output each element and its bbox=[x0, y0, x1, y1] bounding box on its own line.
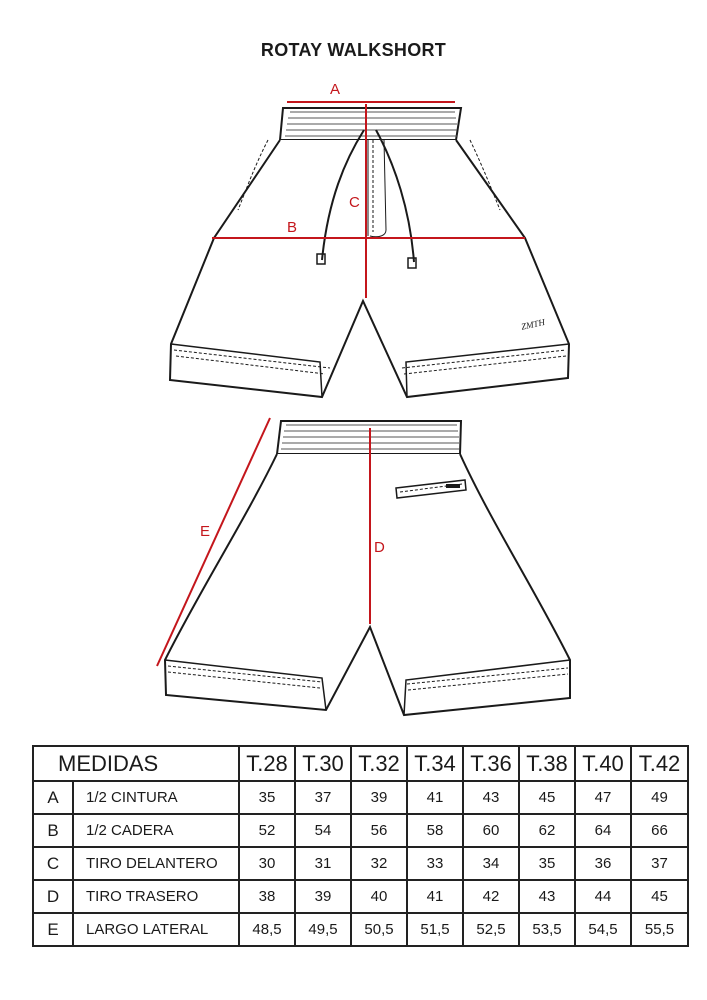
measure-value: 45 bbox=[631, 880, 688, 913]
table-row bbox=[33, 781, 688, 814]
measure-value: 34 bbox=[463, 847, 519, 880]
label-b: B bbox=[287, 219, 298, 236]
brand-logo: ZMTH bbox=[520, 316, 546, 332]
size-header: T.28 bbox=[239, 746, 295, 781]
measure-value: 44 bbox=[575, 880, 631, 913]
measure-name: TIRO DELANTERO bbox=[73, 847, 239, 880]
row-letter: A bbox=[33, 781, 73, 814]
measure-value: 42 bbox=[463, 880, 519, 913]
measure-value: 45 bbox=[519, 781, 575, 814]
measure-value: 62 bbox=[519, 814, 575, 847]
label-c: C bbox=[349, 194, 360, 211]
measure-value: 54,5 bbox=[575, 913, 631, 946]
measure-value: 48,5 bbox=[239, 913, 295, 946]
measure-value: 53,5 bbox=[519, 913, 575, 946]
measure-value: 33 bbox=[407, 847, 463, 880]
measure-value: 51,5 bbox=[407, 913, 463, 946]
label-a: A bbox=[330, 81, 341, 98]
measure-value: 49 bbox=[631, 781, 688, 814]
measure-value: 47 bbox=[575, 781, 631, 814]
table-row bbox=[33, 880, 688, 913]
measure-value: 31 bbox=[295, 847, 351, 880]
page-title: ROTAY WALKSHORT bbox=[260, 40, 447, 60]
measure-value: 37 bbox=[295, 781, 351, 814]
measure-value: 35 bbox=[519, 847, 575, 880]
size-header: T.34 bbox=[407, 746, 463, 781]
measure-value: 66 bbox=[631, 814, 688, 847]
size-header: T.30 bbox=[295, 746, 351, 781]
size-header: T.42 bbox=[631, 746, 688, 781]
row-letter: B bbox=[33, 814, 73, 847]
measure-value: 60 bbox=[463, 814, 519, 847]
table-header-medidas: MEDIDAS bbox=[33, 746, 239, 781]
measure-value: 41 bbox=[407, 880, 463, 913]
measure-value: 36 bbox=[575, 847, 631, 880]
measure-value: 52,5 bbox=[463, 913, 519, 946]
measure-value: 49,5 bbox=[295, 913, 351, 946]
measure-value: 41 bbox=[407, 781, 463, 814]
measure-name: LARGO LATERAL bbox=[73, 913, 239, 946]
measure-name: 1/2 CADERA bbox=[73, 814, 239, 847]
measure-value: 64 bbox=[575, 814, 631, 847]
label-e: E bbox=[200, 523, 211, 540]
front-view-shorts bbox=[170, 108, 569, 397]
label-d: D bbox=[374, 539, 385, 556]
measure-name: 1/2 CINTURA bbox=[73, 781, 239, 814]
measure-value: 35 bbox=[239, 781, 295, 814]
row-letter: E bbox=[33, 913, 73, 946]
row-letter: C bbox=[33, 847, 73, 880]
measure-value: 32 bbox=[351, 847, 407, 880]
table-row bbox=[33, 814, 688, 847]
table-row bbox=[33, 847, 688, 880]
measure-value: 30 bbox=[239, 847, 295, 880]
size-header: T.32 bbox=[351, 746, 407, 781]
measure-value: 52 bbox=[239, 814, 295, 847]
measure-name: TIRO TRASERO bbox=[73, 880, 239, 913]
measure-value: 38 bbox=[239, 880, 295, 913]
measure-value: 43 bbox=[463, 781, 519, 814]
measure-value: 54 bbox=[295, 814, 351, 847]
table-header-row bbox=[33, 746, 688, 781]
measure-value: 39 bbox=[295, 880, 351, 913]
measure-value: 37 bbox=[631, 847, 688, 880]
back-view-shorts bbox=[165, 421, 570, 715]
size-chart-table bbox=[32, 745, 689, 947]
size-header: T.36 bbox=[463, 746, 519, 781]
measure-value: 56 bbox=[351, 814, 407, 847]
measure-value: 39 bbox=[351, 781, 407, 814]
measure-value: 55,5 bbox=[631, 913, 688, 946]
measure-value: 50,5 bbox=[351, 913, 407, 946]
row-letter: D bbox=[33, 880, 73, 913]
measure-value: 58 bbox=[407, 814, 463, 847]
table-row bbox=[33, 913, 688, 946]
measure-value: 43 bbox=[519, 880, 575, 913]
size-header: T.40 bbox=[575, 746, 631, 781]
measure-value: 40 bbox=[351, 880, 407, 913]
size-header: T.38 bbox=[519, 746, 575, 781]
